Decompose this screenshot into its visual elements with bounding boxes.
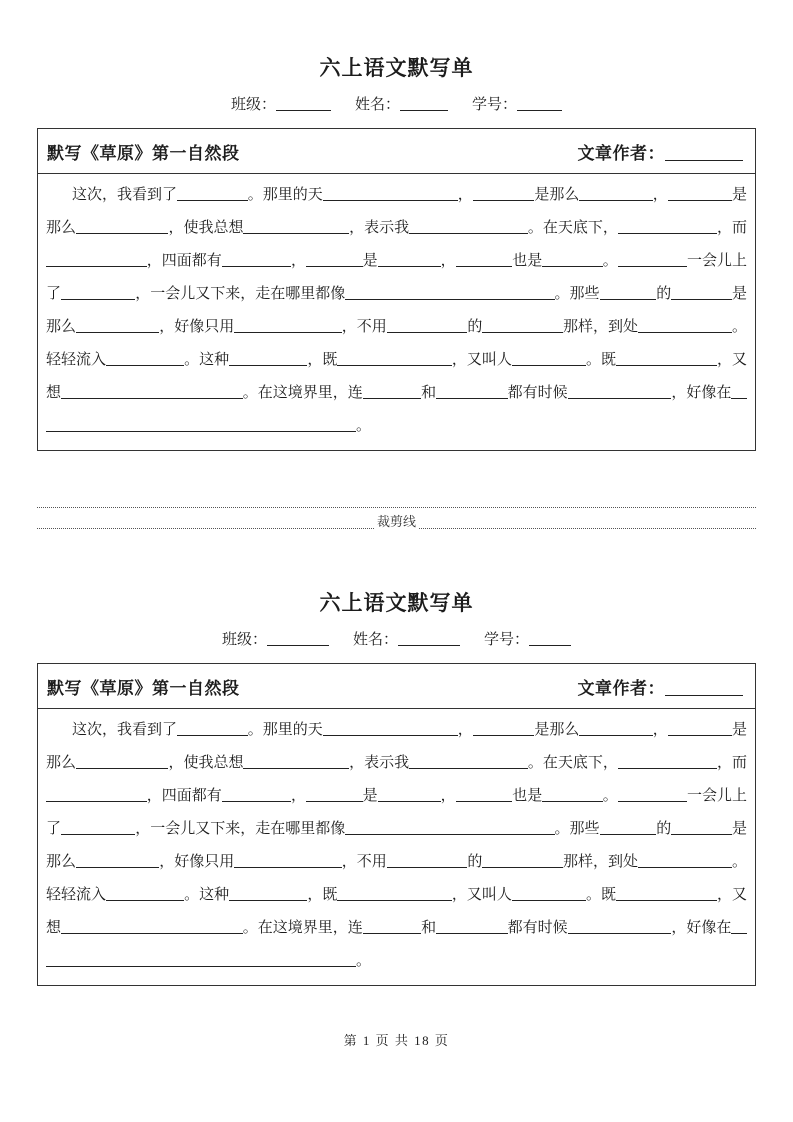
text-segment: ，而 (716, 755, 747, 771)
fill-in-blank (76, 223, 168, 234)
text-segment: ，表示我 (349, 220, 410, 236)
fill-in-blank (456, 256, 513, 267)
dictation-title: 默写《草原》第一自然段 (47, 143, 240, 163)
text-segment: 。那里的天 (247, 187, 323, 203)
text-segment: 。这种 (184, 352, 230, 368)
text-segment: 。在天底下， (527, 755, 618, 771)
text-segment: ， (457, 187, 473, 203)
fill-in-blank (473, 725, 535, 736)
fill-in-blank (323, 190, 458, 201)
fill-in-blank (345, 289, 554, 300)
fill-in-blank (46, 791, 147, 802)
fill-in-blank (363, 388, 421, 399)
fill-in-blank (378, 256, 441, 267)
text-segment: ，又叫人 (451, 887, 512, 903)
fill-in-blank (671, 289, 732, 300)
fill-in-blank (306, 256, 363, 267)
fill-in-blank (229, 355, 307, 366)
page-title-2: 六上语文默写单 (319, 592, 474, 615)
text-segment: 是那么 (534, 722, 580, 738)
text-segment: 。在这境界里，连 (242, 385, 363, 401)
dictation-line (46, 278, 747, 311)
text-segment: ，好像在 (671, 920, 732, 936)
fill-in-blank (542, 256, 602, 267)
text-segment: ，不用 (341, 854, 387, 870)
fill-in-blank (46, 421, 356, 432)
author-field-2 (578, 674, 744, 699)
dictation-body (38, 174, 755, 450)
name-label: 姓名： (354, 97, 400, 113)
text-segment: ，一会儿又下来，走在哪里都像 (135, 286, 346, 302)
author-field (578, 139, 744, 164)
worksheet-section-2 (37, 591, 756, 986)
fill-in-blank (618, 758, 717, 769)
name-field (355, 97, 448, 113)
text-segment: 一会儿上 (687, 253, 748, 269)
text-segment: 。这种 (184, 887, 230, 903)
dictation-body-2 (38, 709, 755, 985)
dictation-line (46, 212, 747, 245)
fill-in-blank (76, 857, 159, 868)
fill-in-blank (671, 824, 732, 835)
fill-in-blank (337, 355, 452, 366)
text-segment: 。在天底下， (527, 220, 618, 236)
dictation-line (46, 879, 747, 912)
text-segment: 。在这境界里，连 (242, 920, 363, 936)
text-segment: 也是 (512, 253, 543, 269)
text-segment: 。既 (585, 887, 616, 903)
fill-in-blank (222, 791, 291, 802)
text-segment: 。 (356, 418, 372, 434)
text-segment: ，使我总想 (168, 220, 244, 236)
cut-dash-left (37, 513, 374, 529)
text-segment: 。 (356, 953, 372, 969)
fill-in-blank (482, 322, 563, 333)
cut-dash-right (419, 513, 756, 529)
fill-in-blank (616, 890, 717, 901)
student-id-blank-2 (529, 632, 571, 646)
text-segment: ， (652, 187, 668, 203)
text-segment: ，既 (307, 352, 338, 368)
fill-in-blank (731, 388, 747, 399)
text-segment: 那么 (46, 220, 77, 236)
text-segment: ， (440, 788, 456, 804)
text-segment: ， (652, 722, 668, 738)
text-segment: ，好像在 (671, 385, 732, 401)
text-segment: 和 (421, 920, 437, 936)
text-segment: ，又 (716, 352, 747, 368)
fill-in-blank (616, 355, 717, 366)
class-field-2 (222, 632, 329, 648)
name-blank-2 (398, 632, 460, 646)
text-segment: 。那些 (554, 821, 600, 837)
author-blank-2 (665, 682, 743, 696)
text-segment: 轻轻流入 (46, 887, 107, 903)
fill-in-blank (473, 190, 535, 201)
text-segment: 都有时候 (507, 920, 568, 936)
fill-in-blank (618, 223, 717, 234)
text-segment: 的 (656, 821, 672, 837)
cut-line (37, 507, 756, 529)
fill-in-blank (579, 190, 652, 201)
fill-in-blank (61, 289, 135, 300)
student-info-row-2 (37, 630, 756, 650)
fill-in-blank (234, 857, 341, 868)
fill-in-blank (409, 758, 528, 769)
fill-in-blank (106, 355, 184, 366)
fill-in-blank (568, 923, 672, 934)
fill-in-blank (234, 322, 341, 333)
text-segment: ，又 (716, 887, 747, 903)
dictation-line (46, 747, 747, 780)
text-segment: ，好像只用 (159, 319, 235, 335)
fill-in-blank (243, 758, 349, 769)
fill-in-blank (76, 322, 159, 333)
text-segment: 。 (602, 788, 618, 804)
text-segment: 那么 (46, 319, 77, 335)
text-segment: 是 (731, 722, 747, 738)
fill-in-blank (638, 322, 732, 333)
text-segment: 。 (731, 319, 747, 335)
fill-in-blank (363, 923, 421, 934)
student-id-blank (517, 97, 562, 111)
dictation-line (46, 311, 747, 344)
student-id-field-2 (484, 632, 571, 648)
fill-in-blank (600, 824, 657, 835)
student-id-label: 学号： (472, 97, 518, 113)
text-segment: 了 (46, 821, 62, 837)
fill-in-blank (579, 725, 652, 736)
text-segment: 是 (732, 821, 748, 837)
text-segment: 想 (46, 385, 62, 401)
dictation-line (46, 780, 747, 813)
dictation-line (46, 714, 747, 747)
fill-in-blank (345, 824, 554, 835)
fill-in-blank (337, 890, 452, 901)
text-segment: 那么 (46, 755, 77, 771)
fill-in-blank (568, 388, 672, 399)
text-segment: 。 (602, 253, 618, 269)
fill-in-blank (76, 758, 168, 769)
class-label-2: 班级： (221, 632, 267, 648)
fill-in-blank (229, 890, 307, 901)
text-segment: ， (457, 722, 473, 738)
text-segment: 是那么 (534, 187, 580, 203)
text-segment: ，一会儿又下来，走在哪里都像 (135, 821, 346, 837)
fill-in-blank (618, 256, 687, 267)
text-segment: 这次，我看到了 (72, 722, 178, 738)
dictation-line (46, 179, 747, 212)
author-label: 文章作者： (577, 143, 665, 163)
text-segment: ，又叫人 (451, 352, 512, 368)
fill-in-blank (243, 223, 349, 234)
student-id-label-2: 学号： (484, 632, 530, 648)
fill-in-blank (618, 791, 687, 802)
text-segment: 轻轻流入 (46, 352, 107, 368)
text-segment: ，使我总想 (168, 755, 244, 771)
fill-in-blank (387, 322, 468, 333)
text-segment: ，好像只用 (159, 854, 235, 870)
text-segment: ，表示我 (349, 755, 410, 771)
fill-in-blank (482, 857, 563, 868)
text-segment: ，不用 (341, 319, 387, 335)
author-blank (665, 147, 743, 161)
fill-in-blank (436, 923, 507, 934)
fill-in-blank (387, 857, 468, 868)
fill-in-blank (177, 725, 248, 736)
fill-in-blank (512, 355, 586, 366)
fill-in-blank (378, 791, 441, 802)
fill-in-blank (106, 890, 184, 901)
fill-in-blank (512, 890, 586, 901)
cut-line-bottom-dash (37, 513, 756, 529)
dictation-box (37, 128, 756, 451)
text-segment: 那么 (46, 854, 77, 870)
page-title: 六上语文默写单 (319, 57, 474, 80)
fill-in-blank (323, 725, 458, 736)
fill-in-blank (456, 791, 513, 802)
text-segment: 是 (732, 286, 748, 302)
fill-in-blank (600, 289, 657, 300)
text-segment: 是 (362, 253, 378, 269)
fill-in-blank (306, 791, 363, 802)
dictation-line (46, 813, 747, 846)
cut-line-top-dash (37, 507, 756, 508)
text-segment: ，四面都有 (146, 788, 222, 804)
text-segment: 。那里的天 (247, 722, 323, 738)
text-segment: ，四面都有 (146, 253, 222, 269)
text-segment: 和 (421, 385, 437, 401)
text-segment: 是 (731, 187, 747, 203)
class-label: 班级： (230, 97, 276, 113)
fill-in-blank (638, 857, 732, 868)
text-segment: 那样，到处 (562, 319, 638, 335)
cut-line-label: 裁剪线 (377, 514, 417, 529)
text-segment: 想 (46, 920, 62, 936)
name-label-2: 姓名： (352, 632, 398, 648)
class-blank-2 (267, 632, 329, 646)
text-segment: ， (290, 788, 306, 804)
dictation-line (46, 912, 747, 945)
dictation-line (46, 846, 747, 879)
dictation-line (46, 245, 747, 278)
dictation-line (46, 344, 747, 377)
text-segment: 都有时候 (507, 385, 568, 401)
fill-in-blank (61, 923, 243, 934)
fill-in-blank (409, 223, 528, 234)
text-segment: 一会儿上 (687, 788, 748, 804)
text-segment: 也是 (512, 788, 543, 804)
text-segment: 那样，到处 (562, 854, 638, 870)
dictation-line (46, 410, 747, 443)
fill-in-blank (668, 725, 732, 736)
name-blank (400, 97, 448, 111)
text-segment: ，而 (716, 220, 747, 236)
fill-in-blank (542, 791, 602, 802)
dictation-line (46, 377, 747, 410)
student-id-field (472, 97, 562, 113)
dictation-box-header (38, 129, 755, 174)
text-segment: 。 (731, 854, 747, 870)
text-segment: 。既 (585, 352, 616, 368)
text-segment: 是 (362, 788, 378, 804)
text-segment: ， (290, 253, 306, 269)
dictation-box-header-2 (38, 664, 755, 709)
text-segment: 这次，我看到了 (72, 187, 178, 203)
class-blank (276, 97, 331, 111)
text-segment: ， (440, 253, 456, 269)
text-segment: 了 (46, 286, 62, 302)
text-segment: 的 (467, 319, 483, 335)
text-segment: 的 (656, 286, 672, 302)
author-label-2: 文章作者： (577, 678, 665, 698)
text-segment: 。那些 (554, 286, 600, 302)
student-info-row (37, 95, 756, 115)
page-number: 第 1 页 共 18 页 (343, 1033, 450, 1048)
fill-in-blank (46, 956, 356, 967)
class-field (231, 97, 331, 113)
text-segment: ，既 (307, 887, 338, 903)
fill-in-blank (668, 190, 732, 201)
dictation-line (46, 945, 747, 978)
fill-in-blank (436, 388, 507, 399)
worksheet-section-1 (37, 56, 756, 451)
dictation-box-2 (37, 663, 756, 986)
text-segment: 的 (467, 854, 483, 870)
fill-in-blank (61, 388, 243, 399)
fill-in-blank (222, 256, 291, 267)
fill-in-blank (61, 824, 135, 835)
dictation-title-2: 默写《草原》第一自然段 (47, 678, 240, 698)
fill-in-blank (177, 190, 248, 201)
fill-in-blank (46, 256, 147, 267)
fill-in-blank (731, 923, 747, 934)
name-field-2 (353, 632, 460, 648)
